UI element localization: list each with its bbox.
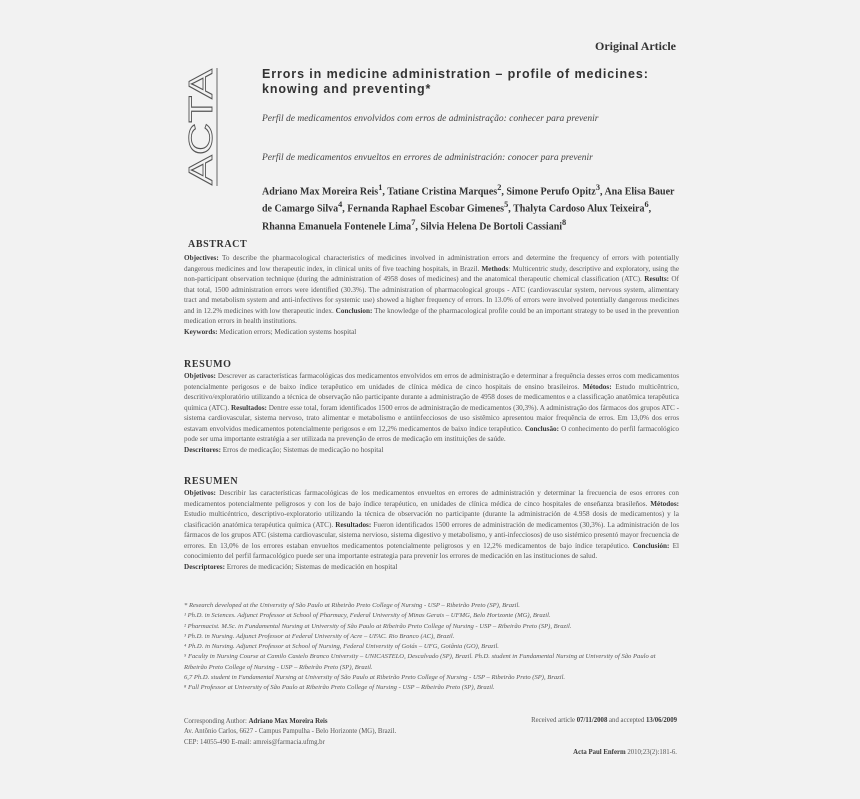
footnote: ⁵ Faculty in Nursing Course at Camilo Castelo Branco University – UNICASTELO, Descalvado (SP), Brazil. Ph.D. student in Fundamental Nursing at University of São Paulo at Ribeirão Preto College of Nursing - USP – Ribeirão Preto (SP), Brazil.	[184, 653, 656, 671]
abstract-methods-label: Methods	[481, 264, 509, 273]
abstract-results: Of that total, 1500 administration errors were identified (30.3%). The administration of pharmacological groups - ATC (cardiovascular system, nervous system, alimentary tract and metabolism system and anti-infectives for systemic use) showed a higher frequency of errors. In 13.0% of errors were involved potentially dangerous medicines and in 12.2% medicines with low therapeutic index.	[184, 275, 679, 315]
author-affiliation-mark: 2	[497, 183, 502, 192]
author-name: Ana Elisa Bauer de Camargo Silva	[262, 186, 675, 215]
author-separator: ,	[508, 203, 514, 215]
resumo-heading: RESUMO	[184, 359, 232, 370]
footnote: * Research developed at the University of São Paulo at Ribeirão Preto College of Nursing - USP – Ribeirão Preto (SP), Brazil.	[184, 602, 520, 609]
footnote: 6,7 Ph.D. student in Fundamental Nursing at University of São Paulo at Ribeirão Preto College of Nursing - USP – Ribeirão Preto (SP), Brazil.	[184, 674, 566, 682]
resumen-heading: RESUMEN	[184, 476, 239, 487]
journal-name: Acta Paul Enferm	[573, 749, 626, 756]
footnote: ³ Ph.D. in Nursing. Adjunct Professor at Federal University of Acre – UFAC. Rio Branco (AC), Brazil.	[184, 632, 455, 640]
acta-logo	[182, 66, 220, 188]
author-affiliation-mark: 3	[595, 183, 600, 192]
author-affiliation-mark: 7	[411, 217, 416, 227]
author-separator: ,	[342, 203, 348, 215]
author-name: Simone Perufo Opitz	[506, 186, 596, 198]
journal-citation	[440, 749, 677, 756]
journal-volume: 2010;23(2):181-6.	[625, 749, 677, 756]
footnote: ¹ Ph.D. in Sciences. Adjunct Professor at School of Pharmacy, Federal University of Minas Gerais – UFMG, Belo Horizonte (MG), Brazil.	[184, 612, 551, 620]
subtitle-portuguese: Perfil de medicamentos envolvidos com erros de administração: conhecer para prevenir	[262, 114, 599, 124]
author-name: Tatiane Cristina Marques	[387, 186, 498, 198]
corresponding-address: Av. Antônio Carlos, 6627 - Campus Pampulha - Belo Horizonte (MG), Brazil.	[184, 728, 397, 736]
resumen-methods-label: Métodos:	[650, 499, 680, 508]
resumo-methods-label: Métodos:	[582, 382, 612, 391]
resumo-methods: Estudo multicêntrico, descritivo/exploratório utilizando a técnica de observação não participante durante a administração de 4958 doses de medicamentos e a classificação anatômica terapêutica química (ATC).	[184, 382, 679, 412]
author-name: Fernanda Raphael Escobar Gimenes	[347, 203, 505, 215]
resumen-body	[184, 488, 679, 572]
footnote: ² Pharmacist. M.Sc. in Fundamental Nursing at University of São Paulo at Ribeirão Preto College of Nursing - USP – Ribeirão Preto (SP), Brazil.	[184, 622, 572, 630]
abstract-conclusion: The knowledge of the pharmacological profile could be an important strategy to be used in the prevention medication errors in health institutions.	[184, 306, 679, 325]
author-affiliation-mark: 4	[338, 200, 343, 210]
resumo-keywords	[184, 445, 679, 456]
author-name: Adriano Max Moreira Reis	[262, 186, 379, 198]
resumo-conclusion-label: Conclusão:	[524, 424, 560, 433]
abstract-objectives-label: Objectives:	[184, 254, 219, 262]
abstract-keywords-text: Medication errors; Medication systems hospital	[217, 327, 357, 336]
resumo-conclusion: O conhecimento do perfil farmacológico pode ser uma importante estratégia a ser utilizada na prevenção de erros de medicação em instituições de saúde.	[184, 424, 680, 443]
abstract-keywords-label: Keywords:	[184, 327, 218, 336]
abstract-heading: ABSTRACT	[188, 239, 248, 250]
received-accepted	[440, 717, 677, 724]
author-separator: ,	[501, 186, 507, 198]
resumen-conclusion: El conocimiento del perfil farmacológico puede ser una importante estrategia para prevenir los errores de medicación en las instituciones de salud.	[184, 541, 680, 560]
resumo-objectives: Descrever as características farmacológicas dos medicamentos envolvidos em erros de administração e determinar a frequência desses erros com medicamentos potencialmente perigosos e de baixo índice terapêutico em unidades de clínica médica de cinco hospitais de ensino brasileiros.	[184, 372, 679, 391]
corresponding-label: Corresponding Author:	[184, 718, 249, 725]
author-name: Thalyta Cardoso Alux Teixeira	[513, 203, 645, 215]
resumen-conclusion-label: Conclusión:	[632, 541, 670, 550]
author-list	[262, 181, 682, 233]
resumo-results-label: Resultados:	[230, 403, 267, 412]
resumo-results: Dentre esse total, foram identificados 1500 erros de administração de medicamentos (30,3%). A administração dos fármacos dos grupos ATC - sistema cardiovascular, sistema nervoso, trato alimentar e metabolismo e antiinfecciosos de uso sistêmico apresentou maior frequência de erros. Em 13,0% dos erros estavam envolvidos medicamentos potencialmente perigosos e em 12,2% medicamentos de baixo índice terapêutico.	[184, 403, 679, 433]
footnotes	[184, 601, 679, 694]
subtitle-spanish: Perfil de medicamentos envueltos en errores de administración: conocer para prevenir	[262, 153, 593, 163]
resumen-objectives: Describir las características farmacológicas de los medicamentos envueltos en errores de administración y determinar la frecuencia de esos errores con medicamentos potencialmente peligrosos y con los de bajo índice terapéutico, en unidades de clínica médica de cinco hospitales de enseñanza brasileños.	[184, 489, 679, 508]
accepted-label: and accepted	[607, 717, 647, 724]
author-affiliation-mark: 5	[504, 200, 509, 210]
resumo-objectives-label: Objetivos:	[184, 372, 216, 380]
resumen-keywords	[184, 562, 679, 573]
resumen-keywords-text: Errores de medicación; Sistemas de medicación en hospital	[224, 562, 398, 571]
author-separator: ,	[415, 220, 421, 232]
footnote: ⁸ Full Professor at University of São Paulo at Ribeirão Preto College of Nursing - USP – Ribeirão Preto (SP), Brazil.	[184, 684, 495, 692]
resumen-results: Fueron identificados 1500 errores de administración de medicamentos (30,3%). La administración de los fármacos de los grupos ATC (sistema cardiovascular, sistema nervioso, sistema digestivo y metabolismo, y anti-infecciosos) de uso sistémico presentó mayor frecuencia de errores. En 13,0% de los errores estaban envueltos medicamentos potencialmente peligrosos y en 12,2% medicamentos de bajo índice terapéutico.	[184, 520, 680, 550]
corresponding-email: CEP: 14055-490 E-mail: amreis@farmacia.ufmg.br	[184, 738, 325, 746]
received-label: Received article	[531, 717, 577, 724]
abstract-conclusion-label: Conclusion:	[335, 306, 373, 315]
author-affiliation-mark: 1	[378, 183, 383, 192]
resumen-results-label: Resultados:	[335, 520, 372, 529]
resumen-objectives-label: Objetivos:	[184, 489, 216, 497]
resumo-body	[184, 371, 679, 455]
footnote: ⁴ Ph.D. in Nursing. Adjunct Professor at School of Nursing, Federal University of Goiás – UFG, Goiânia (GO), Brazil.	[184, 643, 499, 651]
corresponding-author	[184, 717, 444, 748]
author-name: Silvia Helena De Bortoli Cassiani	[420, 220, 563, 232]
author-affiliation-mark: 6	[644, 200, 649, 210]
author-separator: ,	[382, 186, 388, 198]
abstract-results-label: Results:	[644, 275, 670, 283]
article-title: Errors in medicine administration – profile of medicines: knowing and preventing*	[262, 67, 649, 96]
acta-logo-text: ACTA	[182, 99, 219, 185]
resumen-keywords-label: Descriptores:	[184, 562, 225, 571]
resumen-methods: Estudio multicéntrico, descriptivo-exploratorio utilizando la técnica de observación no participante (durante la administración de 4.958 dosis de medicamentos) y la clasificación anatómica terapéutica química (ATC).	[184, 510, 679, 529]
received-date: 07/11/2008	[576, 717, 608, 724]
author-separator: ,	[648, 203, 652, 215]
accepted-date: 13/06/2009	[646, 717, 677, 724]
resumo-keywords-label: Descritores:	[184, 445, 221, 454]
author-separator: ,	[599, 186, 605, 198]
abstract-objectives: To describe the pharmacological characteristics of medicines involved in administration errors and determine the frequency of errors with potentially dangerous medicines and low therapeutic index, in clinical units of five teaching hospitals, in Brazil.	[184, 254, 679, 273]
author-name: Rhanna Emanuela Fontenele Lima	[262, 220, 412, 232]
abstract-body	[184, 253, 679, 337]
resumo-keywords-text: Erros de medicação; Sistemas de medicação no hospital	[220, 445, 384, 454]
abstract-methods: : Multicentric study, descriptive and exploratory, using the non-participant observation technique (during the administration of 4958 doses of medicines) and the anatomical therapeutic chemical classification (ATC).	[184, 264, 680, 283]
corresponding-name: Adriano Max Moreira Reis	[248, 718, 328, 725]
author-affiliation-mark: 8	[562, 217, 567, 227]
article-type-label: Original Article	[595, 39, 676, 53]
abstract-keywords	[184, 327, 679, 338]
